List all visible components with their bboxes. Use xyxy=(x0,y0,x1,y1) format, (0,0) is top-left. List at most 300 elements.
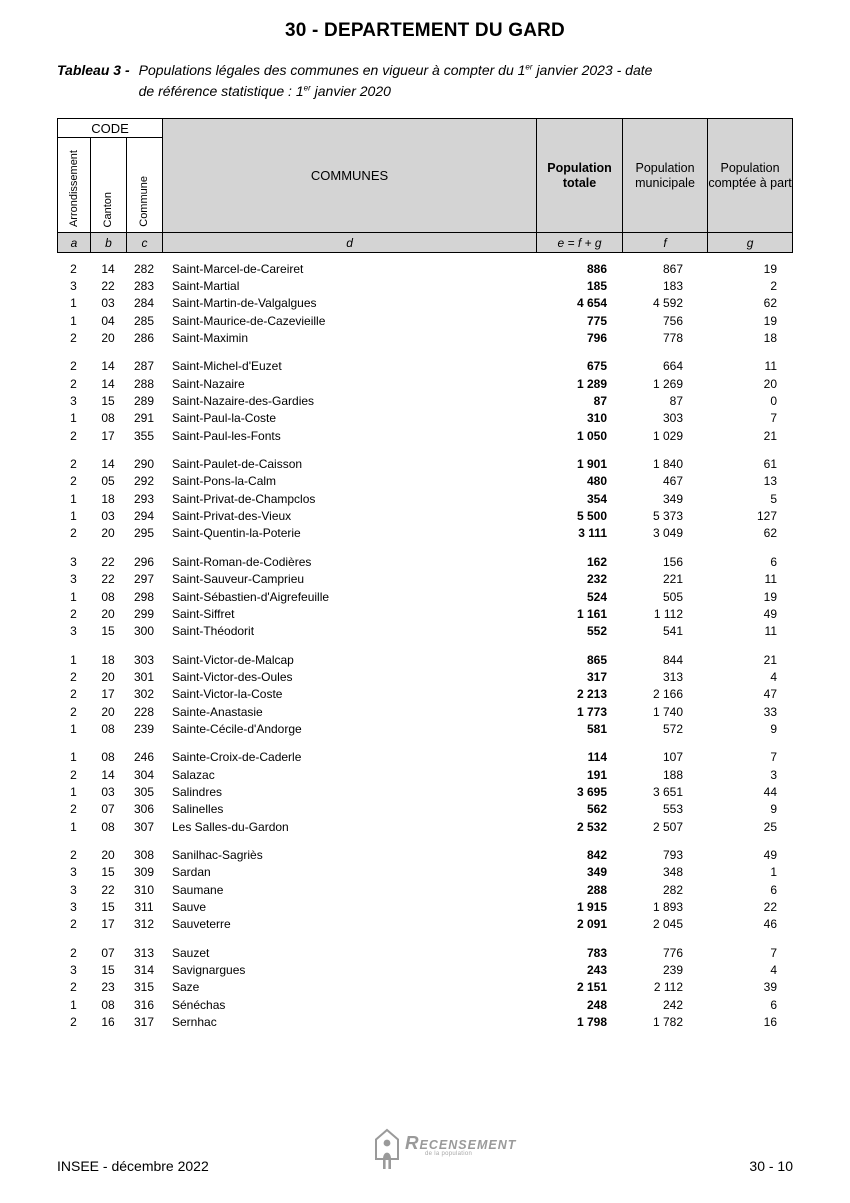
cell-commune-name: Saze xyxy=(172,980,200,995)
cell-population-comptee: 20 xyxy=(763,376,777,391)
cell-canton: 15 xyxy=(101,963,115,978)
table-row xyxy=(57,979,792,996)
cell-commune-name: Savignargues xyxy=(172,963,246,978)
subheader-b: b xyxy=(91,233,127,253)
cell-arrondissement: 2 xyxy=(70,359,77,374)
cell-population-municipale: 156 xyxy=(662,554,683,569)
cell-population-totale: 288 xyxy=(586,882,607,897)
table-row xyxy=(57,329,792,346)
cell-population-municipale: 349 xyxy=(662,491,683,506)
header-population-municipale: Population municipale xyxy=(623,119,708,233)
cell-population-municipale: 2 045 xyxy=(652,917,683,932)
row-group xyxy=(57,846,792,933)
cell-commune-name: Saint-Nazaire xyxy=(172,376,245,391)
cell-commune-code: 317 xyxy=(133,1015,155,1030)
cell-commune-code: 297 xyxy=(133,572,155,587)
table-row xyxy=(57,668,792,685)
cell-population-totale: 2 213 xyxy=(576,687,607,702)
cell-commune-name: Saint-Maurice-de-Cazevieille xyxy=(172,313,326,328)
cell-canton: 14 xyxy=(101,359,115,374)
cell-commune-code: 355 xyxy=(133,428,155,443)
cell-population-comptee: 127 xyxy=(756,509,777,524)
cell-population-municipale: 2 166 xyxy=(652,687,683,702)
subheader-g: g xyxy=(708,233,793,253)
cell-commune-code: 288 xyxy=(133,376,155,391)
cell-population-municipale: 188 xyxy=(662,767,683,782)
cell-population-municipale: 313 xyxy=(662,669,683,684)
cell-population-comptee: 9 xyxy=(770,721,777,736)
cell-population-totale: 1 773 xyxy=(576,704,607,719)
cell-commune-code: 301 xyxy=(133,669,155,684)
cell-arrondissement: 2 xyxy=(70,980,77,995)
cell-commune-name: Saint-Privat-des-Vieux xyxy=(172,509,292,524)
cell-canton: 14 xyxy=(101,376,115,391)
cell-population-comptee: 21 xyxy=(763,652,777,667)
cell-commune-code: 311 xyxy=(134,900,154,915)
cell-arrondissement: 1 xyxy=(70,313,77,328)
cell-arrondissement: 2 xyxy=(70,1015,77,1030)
cell-population-comptee: 18 xyxy=(763,331,777,346)
subheader-e: e = f + g xyxy=(537,233,623,253)
cell-population-totale: 1 915 xyxy=(576,900,607,915)
table-row xyxy=(57,686,792,703)
table-row xyxy=(57,295,792,312)
cell-population-totale: 524 xyxy=(586,589,607,604)
cell-population-municipale: 776 xyxy=(662,945,683,960)
cell-arrondissement: 1 xyxy=(70,589,77,604)
cell-population-comptee: 6 xyxy=(770,997,777,1012)
cell-arrondissement: 3 xyxy=(70,882,77,897)
cell-population-municipale: 572 xyxy=(662,721,683,736)
cell-canton: 08 xyxy=(101,411,115,426)
cell-population-totale: 1 050 xyxy=(576,428,607,443)
cell-arrondissement: 1 xyxy=(70,491,77,506)
cell-commune-name: Saint-Privat-de-Champclos xyxy=(172,491,316,506)
cell-canton: 03 xyxy=(101,784,115,799)
cell-population-comptee: 25 xyxy=(763,819,777,834)
cell-arrondissement: 3 xyxy=(70,865,77,880)
cell-arrondissement: 2 xyxy=(70,457,77,472)
cell-population-municipale: 3 049 xyxy=(652,526,683,541)
cell-population-municipale: 1 840 xyxy=(652,457,683,472)
cell-population-municipale: 87 xyxy=(669,394,683,409)
cell-commune-name: Saint-Victor-des-Oules xyxy=(172,669,293,684)
cell-population-comptee: 11 xyxy=(764,359,777,374)
footer-source: INSEE - décembre 2022 xyxy=(57,1158,209,1174)
table-row xyxy=(57,473,792,490)
cell-arrondissement: 3 xyxy=(70,554,77,569)
cell-canton: 16 xyxy=(101,1015,115,1030)
table-row xyxy=(57,881,792,898)
cell-canton: 14 xyxy=(101,457,115,472)
cell-commune-name: Sauzet xyxy=(172,945,210,960)
header-arrondissement: Arrondissement xyxy=(58,138,91,233)
cell-population-comptee: 13 xyxy=(763,474,777,489)
row-group xyxy=(57,651,792,738)
cell-commune-name: Saint-Marcel-de-Careiret xyxy=(172,261,304,276)
cell-arrondissement: 2 xyxy=(70,802,77,817)
cell-commune-name: Saint-Paul-les-Fonts xyxy=(172,428,281,443)
cell-canton: 20 xyxy=(101,606,115,621)
cell-population-totale: 248 xyxy=(586,997,607,1012)
cell-canton: 23 xyxy=(101,980,115,995)
cell-population-comptee: 4 xyxy=(770,669,777,684)
cell-canton: 18 xyxy=(101,652,115,667)
cell-population-comptee: 4 xyxy=(770,963,777,978)
row-group xyxy=(57,553,792,640)
cell-canton: 08 xyxy=(101,589,115,604)
table-row xyxy=(57,651,792,668)
cell-commune-name: Saint-Sébastien-d'Aigrefeuille xyxy=(172,589,330,604)
cell-population-totale: 2 091 xyxy=(576,917,607,932)
cell-commune-code: 292 xyxy=(133,474,155,489)
cell-commune-name: Sernhac xyxy=(172,1015,217,1030)
cell-population-municipale: 1 029 xyxy=(652,428,683,443)
cell-population-totale: 2 151 xyxy=(576,980,607,995)
subheader-c: c xyxy=(127,233,163,253)
cell-arrondissement: 1 xyxy=(70,750,77,765)
cell-population-totale: 3 695 xyxy=(576,784,607,799)
cell-population-municipale: 1 269 xyxy=(652,376,683,391)
table-row xyxy=(57,898,792,915)
cell-population-municipale: 183 xyxy=(662,279,683,294)
table-row xyxy=(57,1013,792,1030)
cell-population-comptee: 7 xyxy=(770,411,777,426)
cell-population-comptee: 19 xyxy=(763,589,777,604)
cell-commune-code: 228 xyxy=(133,704,155,719)
cell-commune-code: 291 xyxy=(133,411,155,426)
table-row xyxy=(57,703,792,720)
cell-commune-name: Sauveterre xyxy=(172,917,231,932)
cell-population-comptee: 16 xyxy=(763,1015,777,1030)
table-row xyxy=(57,588,792,605)
cell-arrondissement: 1 xyxy=(70,652,77,667)
cell-arrondissement: 2 xyxy=(70,474,77,489)
cell-population-municipale: 793 xyxy=(662,847,683,862)
cell-commune-name: Sénéchas xyxy=(172,997,226,1012)
cell-commune-code: 283 xyxy=(133,279,155,294)
cell-commune-code: 286 xyxy=(133,331,155,346)
cell-canton: 17 xyxy=(101,917,115,932)
cell-population-municipale: 4 592 xyxy=(652,296,683,311)
cell-population-totale: 581 xyxy=(586,721,607,736)
cell-arrondissement: 1 xyxy=(70,784,77,799)
cell-canton: 15 xyxy=(101,394,115,409)
table-caption-label: Tableau 3 - xyxy=(57,62,130,78)
cell-population-municipale: 303 xyxy=(662,411,683,426)
cell-population-comptee: 33 xyxy=(763,704,777,719)
cell-commune-code: 303 xyxy=(133,652,155,667)
cell-arrondissement: 1 xyxy=(70,819,77,834)
recensement-logo xyxy=(374,1128,516,1172)
table-row xyxy=(57,916,792,933)
row-group xyxy=(57,944,792,1031)
cell-population-totale: 1 798 xyxy=(576,1015,607,1030)
cell-canton: 17 xyxy=(101,687,115,702)
cell-commune-name: Les Salles-du-Gardon xyxy=(172,819,289,834)
cell-commune-name: Saint-Théodorit xyxy=(172,624,255,639)
subheader-f: f xyxy=(623,233,708,253)
cell-population-totale: 865 xyxy=(586,652,607,667)
cell-population-totale: 842 xyxy=(586,847,607,862)
cell-arrondissement: 2 xyxy=(70,767,77,782)
cell-population-totale: 562 xyxy=(586,802,607,817)
cell-population-comptee: 19 xyxy=(763,313,777,328)
cell-population-comptee: 22 xyxy=(763,900,777,915)
cell-population-totale: 317 xyxy=(586,669,607,684)
cell-population-comptee: 11 xyxy=(764,572,777,587)
cell-canton: 14 xyxy=(101,767,115,782)
table-row xyxy=(57,392,792,409)
table-caption-text: Populations légales des communes en vigueur à compter du 1er janvier 2023 - date de référence statistique : 1er janvier 2020 xyxy=(138,62,653,99)
cell-commune-code: 309 xyxy=(133,865,155,880)
header-commune: Commune xyxy=(127,138,163,233)
cell-population-comptee: 6 xyxy=(770,882,777,897)
logo-text: RECENSEMENT xyxy=(405,1132,517,1153)
cell-population-comptee: 49 xyxy=(763,606,777,621)
cell-population-municipale: 553 xyxy=(662,802,683,817)
cell-population-municipale: 778 xyxy=(662,331,683,346)
cell-arrondissement: 2 xyxy=(70,669,77,684)
cell-commune-code: 304 xyxy=(133,767,155,782)
cell-commune-code: 299 xyxy=(133,606,155,621)
cell-population-comptee: 19 xyxy=(763,261,777,276)
cell-population-municipale: 1 740 xyxy=(652,704,683,719)
cell-population-municipale: 664 xyxy=(662,359,683,374)
cell-commune-code: 287 xyxy=(133,359,155,374)
cell-population-municipale: 242 xyxy=(662,997,683,1012)
cell-canton: 18 xyxy=(101,491,115,506)
cell-population-comptee: 21 xyxy=(763,428,777,443)
table-row xyxy=(57,818,792,835)
table-row xyxy=(57,277,792,294)
table-row xyxy=(57,605,792,622)
cell-arrondissement: 2 xyxy=(70,917,77,932)
cell-population-municipale: 867 xyxy=(662,261,683,276)
cell-population-municipale: 239 xyxy=(662,963,683,978)
cell-commune-code: 306 xyxy=(133,802,155,817)
cell-arrondissement: 3 xyxy=(70,900,77,915)
cell-population-municipale: 282 xyxy=(662,882,683,897)
row-group xyxy=(57,455,792,542)
cell-population-comptee: 11 xyxy=(764,624,777,639)
cell-population-comptee: 61 xyxy=(763,457,777,472)
cell-population-municipale: 1 782 xyxy=(652,1015,683,1030)
cell-commune-name: Saint-Nazaire-des-Gardies xyxy=(172,394,315,409)
logo-subtext: de la population xyxy=(425,1151,473,1157)
table-row xyxy=(57,375,792,392)
table-row xyxy=(57,749,792,766)
cell-commune-code: 315 xyxy=(133,980,155,995)
cell-commune-name: Sanilhac-Sagriès xyxy=(172,847,263,862)
cell-population-comptee: 46 xyxy=(763,917,777,932)
cell-population-comptee: 2 xyxy=(770,279,777,294)
cell-population-municipale: 505 xyxy=(662,589,683,604)
cell-commune-code: 310 xyxy=(133,882,155,897)
cell-population-municipale: 756 xyxy=(662,313,683,328)
cell-commune-code: 282 xyxy=(133,261,155,276)
cell-commune-name: Saint-Victor-de-Malcap xyxy=(172,652,294,667)
cell-commune-name: Saint-Martial xyxy=(172,279,240,294)
cell-arrondissement: 2 xyxy=(70,704,77,719)
cell-arrondissement: 2 xyxy=(70,526,77,541)
cell-canton: 20 xyxy=(101,331,115,346)
cell-arrondissement: 2 xyxy=(70,376,77,391)
cell-commune-name: Saint-Paul-la-Coste xyxy=(172,411,277,426)
header-canton: Canton xyxy=(91,138,127,233)
table-row xyxy=(57,455,792,472)
cell-commune-code: 298 xyxy=(133,589,155,604)
table-row xyxy=(57,996,792,1013)
cell-population-comptee: 9 xyxy=(770,802,777,817)
cell-commune-name: Saint-Victor-la-Coste xyxy=(172,687,283,702)
cell-arrondissement: 2 xyxy=(70,687,77,702)
cell-population-comptee: 6 xyxy=(770,554,777,569)
cell-population-totale: 354 xyxy=(586,491,607,506)
cell-arrondissement: 3 xyxy=(70,394,77,409)
cell-arrondissement: 3 xyxy=(70,572,77,587)
cell-population-totale: 775 xyxy=(586,313,607,328)
cell-commune-name: Salazac xyxy=(172,767,215,782)
cell-arrondissement: 2 xyxy=(70,331,77,346)
cell-canton: 05 xyxy=(101,474,115,489)
cell-population-municipale: 5 373 xyxy=(652,509,683,524)
cell-population-totale: 1 161 xyxy=(576,606,607,621)
cell-population-municipale: 844 xyxy=(662,652,683,667)
table-row xyxy=(57,720,792,737)
cell-arrondissement: 3 xyxy=(70,279,77,294)
cell-canton: 20 xyxy=(101,847,115,862)
table-row xyxy=(57,490,792,507)
cell-commune-code: 246 xyxy=(133,750,155,765)
cell-canton: 22 xyxy=(101,882,115,897)
cell-commune-name: Saint-Paulet-de-Caisson xyxy=(172,457,303,472)
cell-population-comptee: 49 xyxy=(763,847,777,862)
cell-commune-code: 295 xyxy=(133,526,155,541)
cell-commune-name: Sauve xyxy=(172,900,207,915)
cell-commune-code: 293 xyxy=(133,491,155,506)
cell-canton: 08 xyxy=(101,750,115,765)
cell-commune-name: Sainte-Anastasie xyxy=(172,704,263,719)
table-row xyxy=(57,766,792,783)
cell-arrondissement: 2 xyxy=(70,847,77,862)
table-row xyxy=(57,846,792,863)
row-group xyxy=(57,749,792,836)
cell-population-totale: 87 xyxy=(593,394,607,409)
cell-arrondissement: 1 xyxy=(70,296,77,311)
cell-commune-code: 305 xyxy=(133,784,155,799)
cell-canton: 17 xyxy=(101,428,115,443)
cell-commune-name: Saint-Pons-la-Calm xyxy=(172,474,277,489)
cell-commune-code: 289 xyxy=(133,394,155,409)
cell-canton: 08 xyxy=(101,997,115,1012)
cell-commune-code: 307 xyxy=(133,819,155,834)
cell-canton: 03 xyxy=(101,296,115,311)
logo-wordmark xyxy=(405,1132,517,1157)
cell-population-totale: 886 xyxy=(586,261,607,276)
cell-population-totale: 162 xyxy=(586,554,607,569)
table-row xyxy=(57,260,792,277)
header-code: CODE xyxy=(58,119,163,138)
cell-population-comptee: 0 xyxy=(770,394,777,409)
header-population-totale: Population totale xyxy=(537,119,623,233)
cell-canton: 04 xyxy=(101,313,115,328)
cell-canton: 07 xyxy=(101,945,115,960)
header-population-comptee-a-part: Population comptée à part xyxy=(708,119,793,233)
cell-commune-name: Saint-Siffret xyxy=(172,606,235,621)
cell-commune-code: 302 xyxy=(133,687,155,702)
cell-population-municipale: 467 xyxy=(662,474,683,489)
cell-commune-name: Saint-Quentin-la-Poterie xyxy=(172,526,301,541)
table-row xyxy=(57,525,792,542)
cell-canton: 20 xyxy=(101,526,115,541)
cell-population-totale: 191 xyxy=(586,767,607,782)
cell-arrondissement: 2 xyxy=(70,945,77,960)
cell-commune-name: Sardan xyxy=(172,865,211,880)
cell-commune-name: Salindres xyxy=(172,784,223,799)
cell-population-comptee: 47 xyxy=(763,687,777,702)
row-group xyxy=(57,260,792,347)
cell-population-totale: 310 xyxy=(586,411,607,426)
cell-arrondissement: 1 xyxy=(70,509,77,524)
table-row xyxy=(57,358,792,375)
cell-arrondissement: 1 xyxy=(70,997,77,1012)
cell-arrondissement: 2 xyxy=(70,606,77,621)
cell-commune-name: Saint-Roman-de-Codières xyxy=(172,554,312,569)
cell-commune-name: Saint-Martin-de-Valgalgues xyxy=(172,296,317,311)
cell-canton: 20 xyxy=(101,669,115,684)
cell-population-municipale: 348 xyxy=(662,865,683,880)
cell-population-totale: 232 xyxy=(586,572,607,587)
table-row xyxy=(57,623,792,640)
cell-commune-code: 316 xyxy=(133,997,155,1012)
cell-population-totale: 1 901 xyxy=(576,457,607,472)
cell-population-comptee: 5 xyxy=(770,491,777,506)
cell-population-comptee: 1 xyxy=(770,865,777,880)
cell-population-totale: 796 xyxy=(586,331,607,346)
footer-page-number: 30 - 10 xyxy=(749,1158,793,1174)
cell-commune-code: 313 xyxy=(133,945,155,960)
cell-population-municipale: 3 651 xyxy=(652,784,683,799)
table-caption xyxy=(57,60,802,102)
cell-population-municipale: 107 xyxy=(662,750,683,765)
cell-population-totale: 349 xyxy=(586,865,607,880)
row-group xyxy=(57,358,792,445)
cell-canton: 15 xyxy=(101,865,115,880)
cell-canton: 22 xyxy=(101,279,115,294)
cell-population-municipale: 2 112 xyxy=(653,980,683,995)
table-row xyxy=(57,427,792,444)
cell-population-municipale: 1 893 xyxy=(652,900,683,915)
cell-canton: 14 xyxy=(101,261,115,276)
cell-population-totale: 480 xyxy=(586,474,607,489)
header-communes: COMMUNES xyxy=(163,119,537,233)
cell-commune-code: 314 xyxy=(133,963,155,978)
cell-arrondissement: 1 xyxy=(70,721,77,736)
cell-population-municipale: 1 112 xyxy=(653,606,683,621)
cell-commune-code: 239 xyxy=(133,721,155,736)
cell-commune-name: Saumane xyxy=(172,882,224,897)
cell-population-comptee: 3 xyxy=(770,767,777,782)
cell-canton: 22 xyxy=(101,572,115,587)
table-row xyxy=(57,961,792,978)
cell-population-comptee: 62 xyxy=(763,296,777,311)
cell-population-comptee: 7 xyxy=(770,750,777,765)
cell-canton: 03 xyxy=(101,509,115,524)
cell-commune-code: 285 xyxy=(133,313,155,328)
cell-commune-code: 290 xyxy=(133,457,155,472)
subheader-a: a xyxy=(58,233,91,253)
